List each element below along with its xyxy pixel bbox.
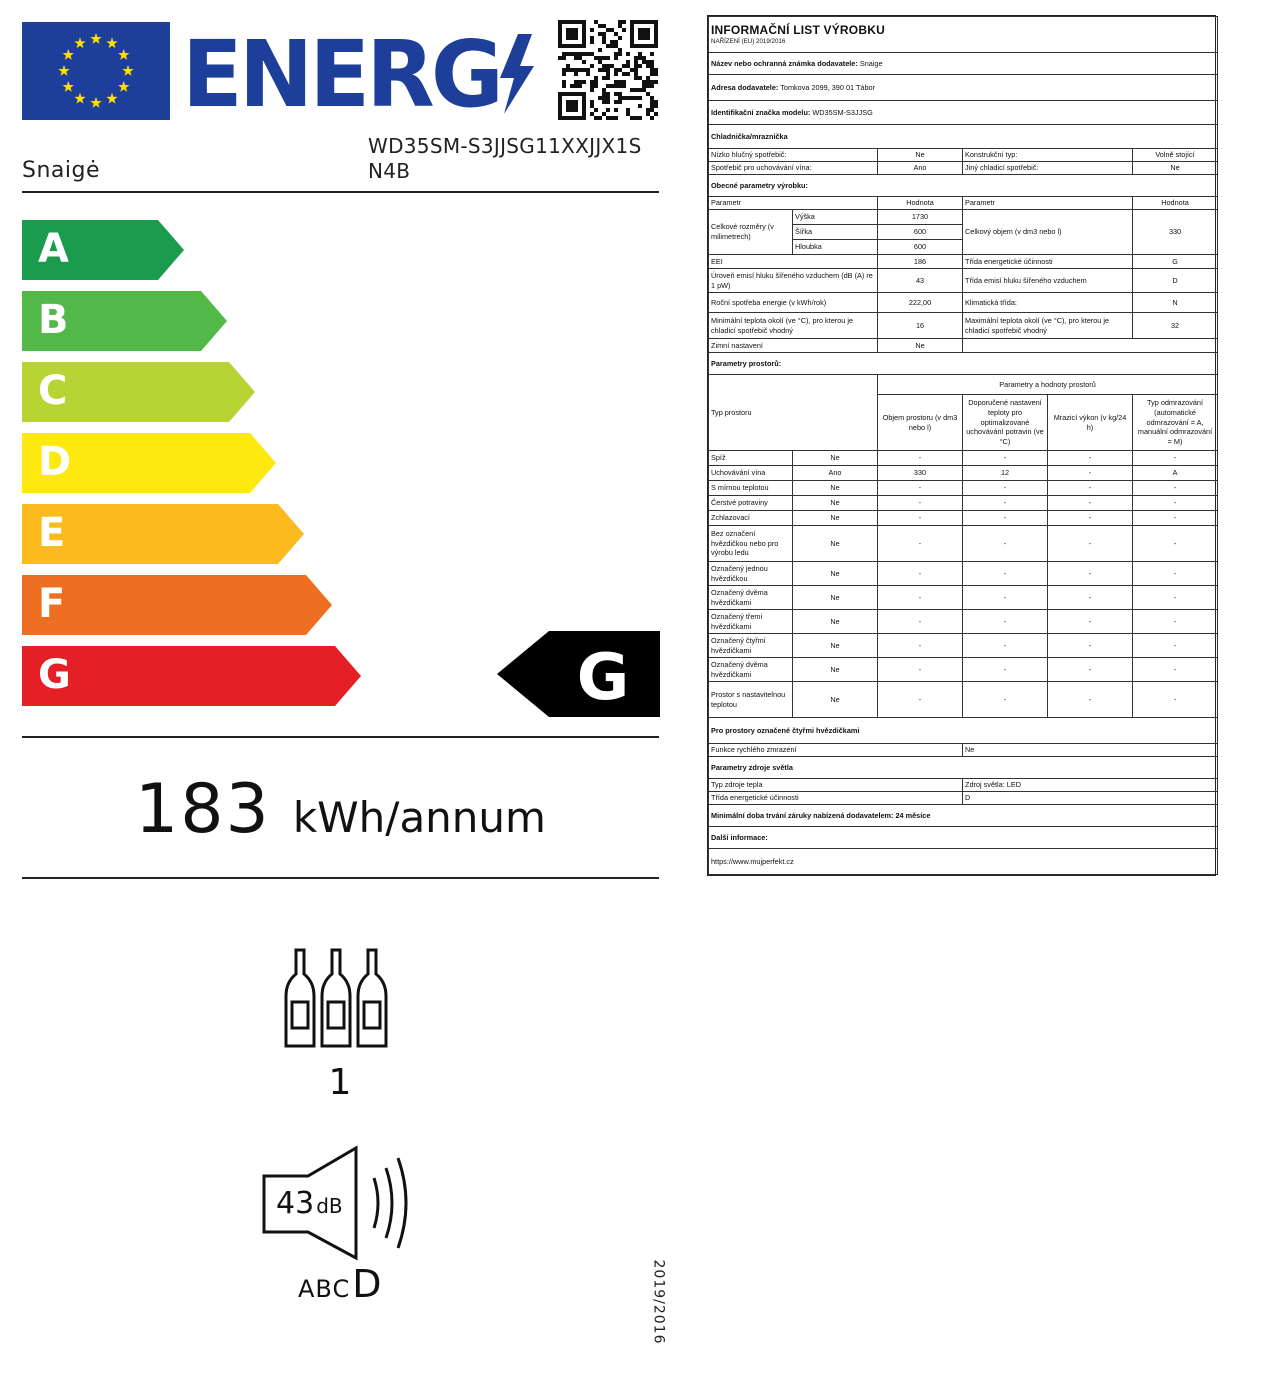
max-temp-label: Maximální teplota okolí (ve °C), pro kterou je chladicí spotřebič vhodný [963, 313, 1133, 339]
width-value: 600 [878, 225, 963, 240]
light-source-value: Zdroj světla: LED [963, 779, 1218, 792]
category-head: Chladnička/mraznička [709, 125, 1218, 149]
eu-flag-icon [22, 22, 170, 120]
compartment-temp: - [963, 451, 1048, 466]
energy-class-letter: C [38, 368, 68, 414]
compartment-temp: - [963, 682, 1048, 718]
compartment-name: S mírnou teplotou [709, 481, 793, 496]
compartment-freeze: - [1048, 496, 1133, 511]
compartment-freeze-head: Mrazicí výkon (v kg/24 h) [1048, 395, 1133, 451]
compartment-defrost-head: Typ odmrazování (automatické odmrazování = A, manuální odmrazování = M) [1133, 395, 1218, 451]
noise-class-label: Třída emisí hluku šířeného vzduchem [963, 269, 1133, 293]
min-temp-value: 16 [878, 313, 963, 339]
compartment-vol: - [878, 610, 963, 634]
fast-freeze-value: Ne [963, 744, 1218, 757]
compartment-defrost: - [1133, 451, 1218, 466]
compartment-name: Spíž [709, 451, 793, 466]
address-label: Adresa dodavatele: [711, 82, 779, 92]
compartment-row [709, 481, 1218, 496]
bottle-capacity: 1 [328, 1062, 352, 1103]
model-value: WD35SM-S3JJSG [812, 107, 873, 117]
compartment-name: Označený třemi hvězdičkami [709, 610, 793, 634]
consumption-value: 183 [135, 770, 271, 849]
compartment-present: Ne [793, 658, 878, 682]
energy-class-bar-f [22, 575, 332, 637]
compartment-row [709, 682, 1218, 718]
depth-label: Hloubka [793, 240, 878, 255]
energy-class-bar-a [22, 220, 184, 282]
height-value: 1730 [878, 210, 963, 225]
light-class-value: D [963, 792, 1218, 805]
compartment-freeze: - [1048, 526, 1133, 562]
eei-label: EEI [709, 255, 878, 269]
volume-value: 330 [1133, 210, 1218, 255]
compartment-temp: - [963, 658, 1048, 682]
other-appliance-value: Ne [1133, 162, 1218, 175]
compartment-defrost: - [1133, 562, 1218, 586]
max-temp-value: 32 [1133, 313, 1218, 339]
warranty: Minimální doba trvání záruky nabízená dodavatelem: 24 měsíce [709, 805, 1218, 827]
depth-value: 600 [878, 240, 963, 255]
energy-class-bar-c [22, 362, 255, 424]
info-url[interactable]: https://www.mujperfekt.cz [709, 849, 1218, 875]
compartment-temp: - [963, 586, 1048, 610]
sheet-regulation: NAŘÍZENÍ (EU) 2019/2016 [711, 38, 786, 46]
supplier-name: Snaigė [22, 158, 101, 183]
compartment-name: Bez označení hvězdičkou nebo pro výrobu ledu [709, 526, 793, 562]
climate-class-value: N [1133, 293, 1218, 313]
compartment-defrost: - [1133, 682, 1218, 718]
address-value: Tomkova 2099, 390 01 Tábor [780, 82, 876, 92]
compartment-present: Ne [793, 610, 878, 634]
compartment-vol: - [878, 682, 963, 718]
compartment-freeze: - [1048, 511, 1133, 526]
divider [22, 191, 659, 193]
compartment-freeze: - [1048, 634, 1133, 658]
noise-level [276, 1186, 343, 1221]
noise-label: Úroveň emisí hluku šířeného vzduchem (dB (A) re 1 pW) [709, 269, 878, 293]
compartment-present: Ano [793, 466, 878, 481]
wine-bottle-icon [286, 950, 314, 1046]
compartment-vol: - [878, 526, 963, 562]
compartment-row [709, 610, 1218, 634]
model-line-1: WD35SM-S3JJSG11XXJJX1S [368, 134, 642, 158]
compartment-name: Zchlazovací [709, 511, 793, 526]
light-params-head: Parametry zdroje světla [709, 757, 1218, 779]
compartment-defrost: - [1133, 526, 1218, 562]
compartment-row [709, 562, 1218, 586]
compartment-name: Označený čtyřmi hvězdičkami [709, 634, 793, 658]
wine-bottle-icon [358, 950, 386, 1046]
col-param: Parametr [709, 197, 878, 210]
compartment-row [709, 526, 1218, 562]
lightning-icon [500, 34, 534, 114]
compartment-type-head: Typ prostoru [709, 375, 878, 451]
col-value: Hodnota [1133, 197, 1218, 210]
general-params-head: Obecné parametry výrobku: [709, 175, 1218, 197]
compartment-freeze: - [1048, 682, 1133, 718]
other-appliance-label: Jiný chladicí spotřebič: [963, 162, 1133, 175]
compartment-freeze: - [1048, 610, 1133, 634]
compartment-name: Označený dvěma hvězdičkami [709, 658, 793, 682]
wine-appliance-label: Spotřebič pro uchovávání vína: [709, 162, 878, 175]
compartment-name: Označený dvěma hvězdičkami [709, 586, 793, 610]
fast-freeze-label: Funkce rychlého zmrazení [709, 744, 963, 757]
compartment-present: Ne [793, 682, 878, 718]
compartment-row [709, 658, 1218, 682]
compartment-vol: - [878, 496, 963, 511]
compartment-temp: - [963, 610, 1048, 634]
compartment-defrost: - [1133, 481, 1218, 496]
divider [22, 877, 659, 879]
model-identifier [368, 134, 642, 184]
noise-unit: dB [316, 1194, 343, 1218]
supplier-label: Název nebo ochranná známka dodavatele: [711, 58, 858, 68]
annual-consumption-value: 222,00 [878, 293, 963, 313]
compartment-freeze: - [1048, 562, 1133, 586]
wine-appliance-value: Ano [878, 162, 963, 175]
winter-setting-value: Ne [878, 339, 963, 353]
compartment-vol: - [878, 634, 963, 658]
energy-class-label: Třída energetické účinnosti [963, 255, 1133, 269]
sheet-header [709, 17, 1218, 53]
compartment-vol: - [878, 586, 963, 610]
compartment-present: Ne [793, 511, 878, 526]
compartment-defrost: - [1133, 496, 1218, 511]
energy-class-bar-b [22, 291, 227, 353]
compartment-vol: - [878, 511, 963, 526]
compartment-temp: - [963, 526, 1048, 562]
compartment-temp: - [963, 511, 1048, 526]
volume-label: Celkový objem (v dm3 nebo l) [963, 210, 1133, 255]
model-label: Identifikační značka modelu: [711, 107, 811, 117]
energy-class-letter: G [38, 652, 71, 698]
compartment-freeze: - [1048, 481, 1133, 496]
compartment-row [709, 496, 1218, 511]
wine-bottle-icon [322, 950, 350, 1046]
compartment-defrost: - [1133, 511, 1218, 526]
compartment-defrost: - [1133, 586, 1218, 610]
compartment-temp-head: Doporučené nastavení teploty pro optimalizované uchovávání potravin (ve °C) [963, 395, 1048, 451]
climate-class-label: Klimatická třída: [963, 293, 1133, 313]
compartment-vol: - [878, 481, 963, 496]
compartment-params-head: Parametry a hodnoty prostorů [878, 375, 1218, 395]
eei-value: 186 [878, 255, 963, 269]
height-label: Výška [793, 210, 878, 225]
compartment-row [709, 451, 1218, 466]
compartment-row [709, 586, 1218, 610]
four-star-head: Pro prostory označené čtyřmi hvězdičkami [709, 718, 1218, 744]
compartment-row [709, 466, 1218, 481]
model-line-2: N4B [368, 159, 411, 183]
compartment-name: Prostor s nastavitelnou teplotou [709, 682, 793, 718]
energy-class-letter: A [38, 226, 69, 272]
compartment-present: Ne [793, 496, 878, 511]
col-value: Hodnota [878, 197, 963, 210]
construction-label: Konstrukční typ: [963, 149, 1133, 162]
compartment-temp: - [963, 634, 1048, 658]
compartment-freeze: - [1048, 466, 1133, 481]
wine-bottles-icon [280, 946, 400, 1050]
light-class-label: Třída energetické účinnosti [709, 792, 963, 805]
col-param: Parametr [963, 197, 1133, 210]
energy-word: ENERG [182, 22, 500, 120]
compartment-present: Ne [793, 526, 878, 562]
compartment-freeze: - [1048, 451, 1133, 466]
energy-consumption [22, 770, 659, 849]
compartment-vol: - [878, 562, 963, 586]
more-info-head: Další informace: [709, 827, 1218, 849]
dims-label: Celkové rozměry (v milimetrech) [709, 210, 793, 255]
compartment-present: Ne [793, 634, 878, 658]
winter-setting-label: Zimní nastavení [709, 339, 878, 353]
compartment-present: Ne [793, 451, 878, 466]
compartment-defrost: - [1133, 658, 1218, 682]
product-information-sheet [707, 15, 1216, 876]
compartment-row [709, 511, 1218, 526]
compartment-present: Ne [793, 586, 878, 610]
noise-class [298, 1262, 381, 1306]
noise-value: 43 [276, 1186, 315, 1221]
construction-value: Volně stojící [1133, 149, 1218, 162]
energy-class-letter: B [38, 297, 69, 343]
compartment-freeze: - [1048, 658, 1133, 682]
consumption-unit: kWh/annum [292, 793, 546, 842]
compartment-freeze: - [1048, 586, 1133, 610]
compartment-row [709, 634, 1218, 658]
energy-class-letter: F [38, 581, 66, 627]
noise-class-value: D [1133, 269, 1218, 293]
energy-class-value: G [1133, 255, 1218, 269]
energy-class-bar-d [22, 433, 276, 495]
compartment-name: Označený jednou hvězdičkou [709, 562, 793, 586]
compartments-head: Parametry prostorů: [709, 353, 1218, 375]
compartment-present: Ne [793, 562, 878, 586]
compartment-defrost: A [1133, 466, 1218, 481]
compartment-temp: 12 [963, 466, 1048, 481]
compartment-name: Čerstvé potraviny [709, 496, 793, 511]
sound-waves-icon [374, 1158, 406, 1248]
compartment-defrost: - [1133, 610, 1218, 634]
noise-scale-letters: ABC [298, 1275, 351, 1303]
low-noise-value: Ne [878, 149, 963, 162]
energy-class-indicator [497, 631, 660, 717]
energy-class-letter: E [38, 510, 66, 556]
min-temp-label: Minimální teplota okolí (ve °C), pro kterou je chladicí spotřebič vhodný [709, 313, 878, 339]
compartment-temp: - [963, 481, 1048, 496]
regulation-number: 2019/2016 [650, 1259, 667, 1345]
qr-code[interactable] [558, 20, 658, 120]
compartment-vol: - [878, 451, 963, 466]
noise-class-letter: D [352, 1262, 382, 1306]
compartment-temp: - [963, 496, 1048, 511]
sheet-title: INFORMAČNÍ LIST VÝROBKU [711, 23, 885, 38]
compartment-temp: - [963, 562, 1048, 586]
noise-value: 43 [878, 269, 963, 293]
compartment-defrost: - [1133, 634, 1218, 658]
compartment-name: Uchovávání vína [709, 466, 793, 481]
energy-class-letter: G [576, 641, 630, 715]
supplier-value: Snaige [859, 58, 883, 68]
energy-class-letter: D [38, 439, 72, 485]
width-label: Šířka [793, 225, 878, 240]
low-noise-label: Nízko hlučný spotřebič: [709, 149, 878, 162]
compartment-present: Ne [793, 481, 878, 496]
energy-class-bar-g [22, 646, 361, 708]
compartment-volume-head: Objem prostoru (v dm3 nebo l) [878, 395, 963, 451]
annual-consumption-label: Roční spotřeba energie (v kWh/rok) [709, 293, 878, 313]
energy-logo [182, 22, 542, 120]
divider [22, 736, 659, 738]
compartment-vol: 330 [878, 466, 963, 481]
energy-class-bar-e [22, 504, 304, 566]
compartment-vol: - [878, 658, 963, 682]
light-type-label: Typ zdroje tepla [709, 779, 963, 792]
